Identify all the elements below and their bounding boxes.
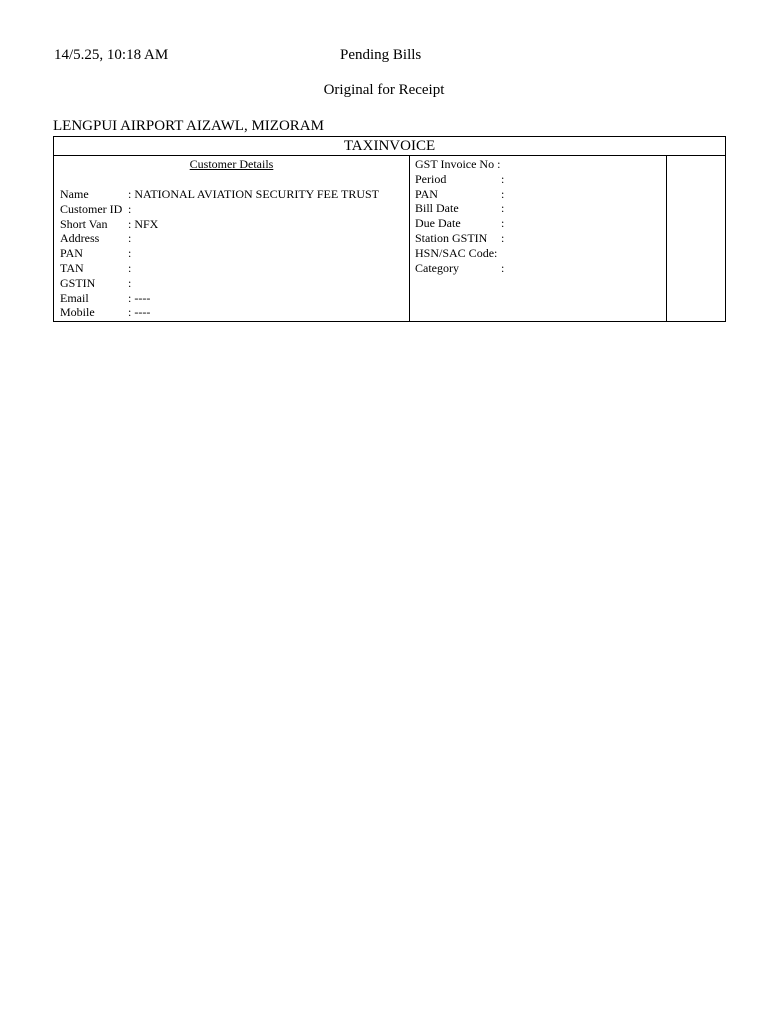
field-value: :: [501, 201, 505, 216]
field-label: Email: [60, 290, 89, 305]
invoice-field-due-date: [415, 216, 663, 231]
customer-field-tan: [60, 261, 405, 276]
field-label: Due Date: [415, 216, 461, 231]
field-label: GST Invoice No :: [415, 157, 501, 171]
customer-field-pan: [60, 246, 405, 261]
field-value: :: [128, 260, 132, 275]
field-label: Period: [415, 171, 447, 186]
invoice-field-station-gstin: [415, 231, 663, 246]
organization-name: LENGPUI AIRPORT AIZAWL, MIZORAM: [53, 118, 324, 134]
field-value: :: [128, 275, 132, 290]
field-value: :: [501, 260, 505, 275]
customer-field-gstin: [60, 276, 405, 291]
field-label: Customer ID: [60, 201, 123, 216]
field-label: Short Van: [60, 216, 108, 231]
field-value: :: [501, 216, 505, 231]
field-value: : ----: [128, 305, 151, 320]
field-value: : NATIONAL AVIATION SECURITY FEE TRUST: [128, 187, 380, 201]
field-label: HSN/SAC Code:: [415, 245, 498, 260]
field-value: :: [501, 186, 505, 201]
field-label: Mobile: [60, 305, 95, 320]
field-value: : ----: [128, 290, 151, 305]
customer-field-customer-id: [60, 202, 405, 217]
field-label: Category: [415, 260, 459, 275]
field-label: PAN: [415, 186, 438, 201]
customer-details-heading: Customer Details: [189, 157, 274, 171]
invoice-details-list: [415, 157, 663, 275]
field-value: : NFX: [128, 216, 159, 231]
field-value: :: [128, 246, 132, 261]
field-value: :: [128, 201, 132, 216]
field-label: GSTIN: [60, 275, 96, 290]
invoice-title: TAXINVOICE: [54, 137, 725, 156]
customer-field-mobile: [60, 305, 405, 320]
page-title: Pending Bills: [340, 47, 422, 63]
invoice-field-period: [415, 172, 663, 187]
field-label: Station GSTIN: [415, 230, 488, 245]
field-label: Address: [60, 231, 100, 246]
tax-invoice-table: [53, 136, 726, 322]
customer-field-address: [60, 231, 405, 246]
customer-details-list: [60, 187, 405, 320]
field-label: TAN: [60, 260, 84, 275]
print-datetime: 14/5.25, 10:18 AM: [54, 47, 169, 63]
invoice-field-pan: [415, 187, 663, 202]
invoice-field-gst-invoice-no: [415, 157, 663, 172]
invoice-field-category: [415, 261, 663, 276]
customer-field-name: [60, 187, 405, 202]
column-divider: [409, 156, 410, 321]
field-value: :: [128, 231, 132, 246]
customer-field-email: [60, 291, 405, 306]
customer-field-short-van: [60, 217, 405, 232]
invoice-field-bill-date: [415, 201, 663, 216]
invoice-field-hsn-sac-code: [415, 246, 663, 261]
field-label: Name: [60, 187, 89, 201]
column-divider: [666, 156, 667, 321]
field-label: PAN: [60, 246, 83, 261]
field-label: Bill Date: [415, 201, 459, 216]
field-value: :: [501, 230, 505, 245]
receipt-copy-label: Original for Receipt: [323, 82, 445, 98]
field-value: :: [501, 171, 505, 186]
